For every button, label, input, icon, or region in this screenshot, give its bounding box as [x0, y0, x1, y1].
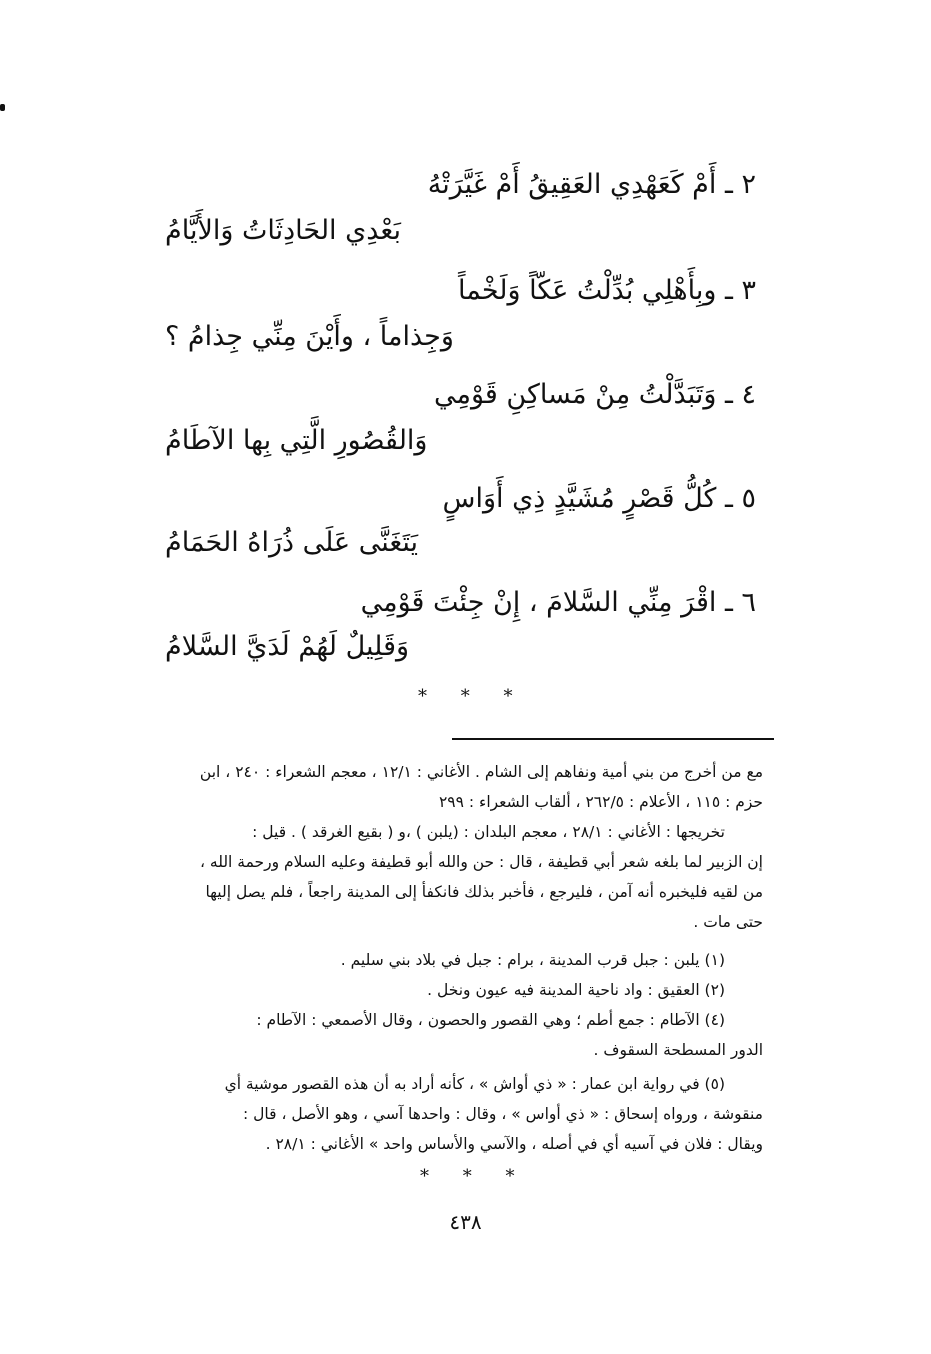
verse-6-second: وَقَلِيلٌ لَهُمْ لَدَيَّ السَّلامُ: [165, 631, 410, 662]
edge-mark: [0, 104, 5, 111]
footnote-line: من لقيه فليخبره أنه آمن ، فليرجع ، فأخبر بذلك فانكفأ إلى المدينة راجعاً ، فلم يصل إليها: [205, 883, 763, 901]
verse-4-second: وَالقُصُورِ الَّتِي بِها الآطَامُ: [165, 425, 428, 456]
footnote-rule: [452, 738, 774, 740]
footnote-line: (٤) الآطام : جمع أطم ؛ وهي القصور والحصون ، وقال الأصمعي : الآطام :: [256, 1011, 725, 1029]
page-number: ٤٣٨: [449, 1210, 482, 1234]
footnote-line: حتى مات .: [693, 913, 763, 931]
footnote-line: حزم : ١١٥ ، الأعلام : ٢٦٢/٥ ، ألقاب الشعراء : ٢٩٩: [438, 793, 763, 811]
footnote-line: منقوشة ، ورواه إسحاق : « ذي أواس » ، وقال : واحدها آسي ، وهو الأصل ، قال :: [243, 1105, 763, 1123]
separator-stars-bottom: * * *: [420, 1166, 529, 1187]
verse-5-first: ٥ ـ كُلُّ قَصْرٍ مُشَيَّدٍ ذِي أَوَاسٍ: [442, 483, 756, 514]
footnote-line: (٢) العقيق : واد ناحية المدينة فيه عيون ونخل .: [427, 981, 725, 999]
footnote-line: الدور المسطحة السقوف .: [593, 1041, 763, 1059]
verse-4-first: ٤ ـ وَتَبَدَّلْتُ مِنْ مَساكِنِ قَوْمِي: [434, 379, 756, 410]
separator-stars-top: * * *: [418, 686, 527, 707]
footnote-line: مع من أخرج من بني أمية ونفاهم إلى الشام . الأغاني : ١٢/١ ، معجم الشعراء : ٢٤٠ ، ابن: [199, 763, 763, 781]
verse-3-second: وَجِذاماً ، وأَيْنَ مِنِّي جِذامُ ؟: [165, 321, 454, 352]
footnote-line: (٥) في رواية ابن عمار : « ذي أواش » ، كأنه أراد به أن هذه القصور موشية أي: [224, 1075, 725, 1093]
footnote-line: ويقال : فلان في آسيه أي في أصله ، والآسي والأساس واحد » الأغاني : ٢٨/١ .: [265, 1135, 763, 1153]
footnote-line: إن الزبير لما بلغه شعر أبي قطيفة ، قال : حن والله أبو قطيفة وعليه السلام ورحمة الله ،: [199, 853, 763, 871]
verse-2-first: ٢ ـ أَمْ كَعَهْدِي العَقِيقُ أَمْ غَيَّرَتْهُ: [427, 169, 756, 200]
verse-3-first: ٣ ـ وبِأَهْلِي بُدِّلْتُ عَكّاً وَلَخْماً: [457, 275, 756, 306]
footnote-line: تخريجها : الأغاني : ٢٨/١ ، معجم البلدان : (يلبن ) ،و ( بقيع الغرقد ) . قيل :: [252, 823, 725, 841]
verse-2-second: بَعْدِي الحَادِثَاتُ وَالأَيَّامُ: [165, 215, 401, 246]
footnote-line: (١) يلبن : جبل قرب المدينة ، برام : جبل في بلاد بني سليم .: [340, 951, 725, 969]
verse-6-first: ٦ ـ اقْرَ مِنِّي السَّلامَ ، إِنْ جِئْتَ قَوْمِي: [360, 587, 756, 618]
verse-5-second: يَتَغَنَّى عَلَى ذُرَاهُ الحَمَامُ: [165, 527, 419, 558]
